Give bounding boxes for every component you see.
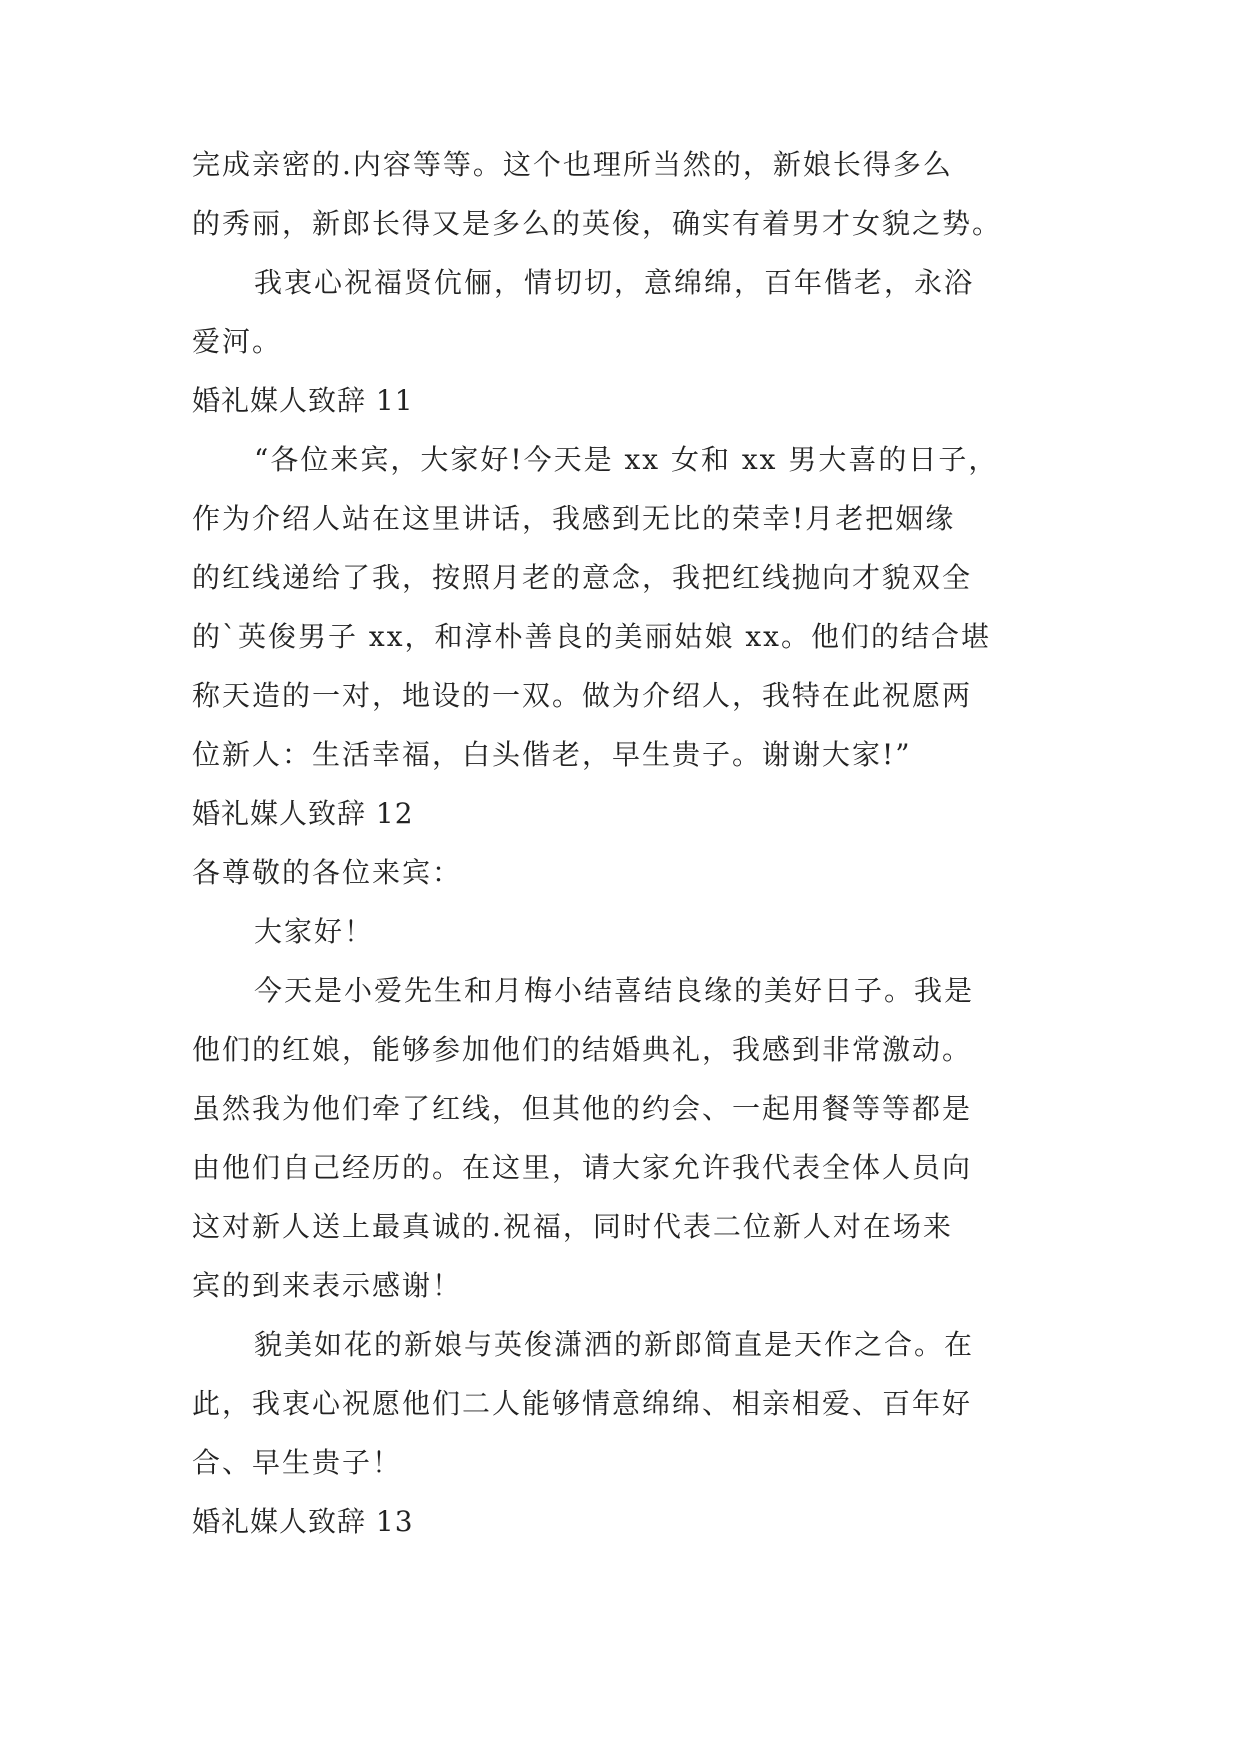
section-heading: 婚礼媒人致辞 12 [192, 797, 414, 830]
body-text-line: 宾的到来表示感谢！ [192, 1269, 463, 1302]
body-text-line: 由他们自己经历的。在这里，请大家允许我代表全体人员向 [192, 1151, 973, 1184]
body-text-line: 的红线递给了我，按照月老的意念，我把红线抛向才貌双全 [192, 561, 973, 594]
section-heading: 婚礼媒人致辞 11 [192, 384, 414, 417]
body-text-line: 爱河。 [192, 325, 283, 358]
salutation-line: 各尊敬的各位来宾： [192, 856, 463, 889]
body-text-line: 的`英俊男子 xx，和淳朴善良的美丽姑娘 xx。他们的结合堪 [192, 620, 991, 653]
paragraph-first-line: “各位来宾，大家好!今天是 xx 女和 xx 男大喜的日子， [254, 443, 999, 476]
body-text-line: 称天造的一对，地设的一双。做为介绍人，我特在此祝愿两 [192, 679, 973, 712]
body-text-line: 完成亲密的.内容等等。这个也理所当然的，新娘长得多么 [192, 148, 953, 181]
paragraph-first-line: 貌美如花的新娘与英俊潇洒的新郎简直是天作之合。在 [254, 1328, 975, 1361]
section-heading: 婚礼媒人致辞 13 [192, 1505, 414, 1538]
paragraph-first-line: 今天是小爱先生和月梅小结喜结良缘的美好日子。我是 [254, 974, 975, 1007]
body-text-line: 合、早生贵子！ [192, 1446, 403, 1479]
body-text-line: 虽然我为他们牵了红线，但其他的约会、一起用餐等等都是 [192, 1092, 973, 1125]
body-text-line: 作为介绍人站在这里讲话，我感到无比的荣幸!月老把姻缘 [192, 502, 956, 535]
paragraph-first-line: 大家好！ [254, 915, 375, 948]
body-text-line: 此，我衷心祝愿他们二人能够情意绵绵、相亲相爱、百年好 [192, 1387, 973, 1420]
body-text-line: 的秀丽，新郎长得又是多么的英俊，确实有着男才女貌之势。 [192, 207, 1003, 240]
body-text-line: 这对新人送上最真诚的.祝福，同时代表二位新人对在场来 [192, 1210, 953, 1243]
body-text-line: 位新人：生活幸福，白头偕老，早生贵子。谢谢大家!” [192, 738, 912, 771]
paragraph-first-line: 我衷心祝福贤伉俪，情切切，意绵绵，百年偕老，永浴 [254, 266, 975, 299]
body-text-line: 他们的红娘，能够参加他们的结婚典礼，我感到非常激动。 [192, 1033, 973, 1066]
